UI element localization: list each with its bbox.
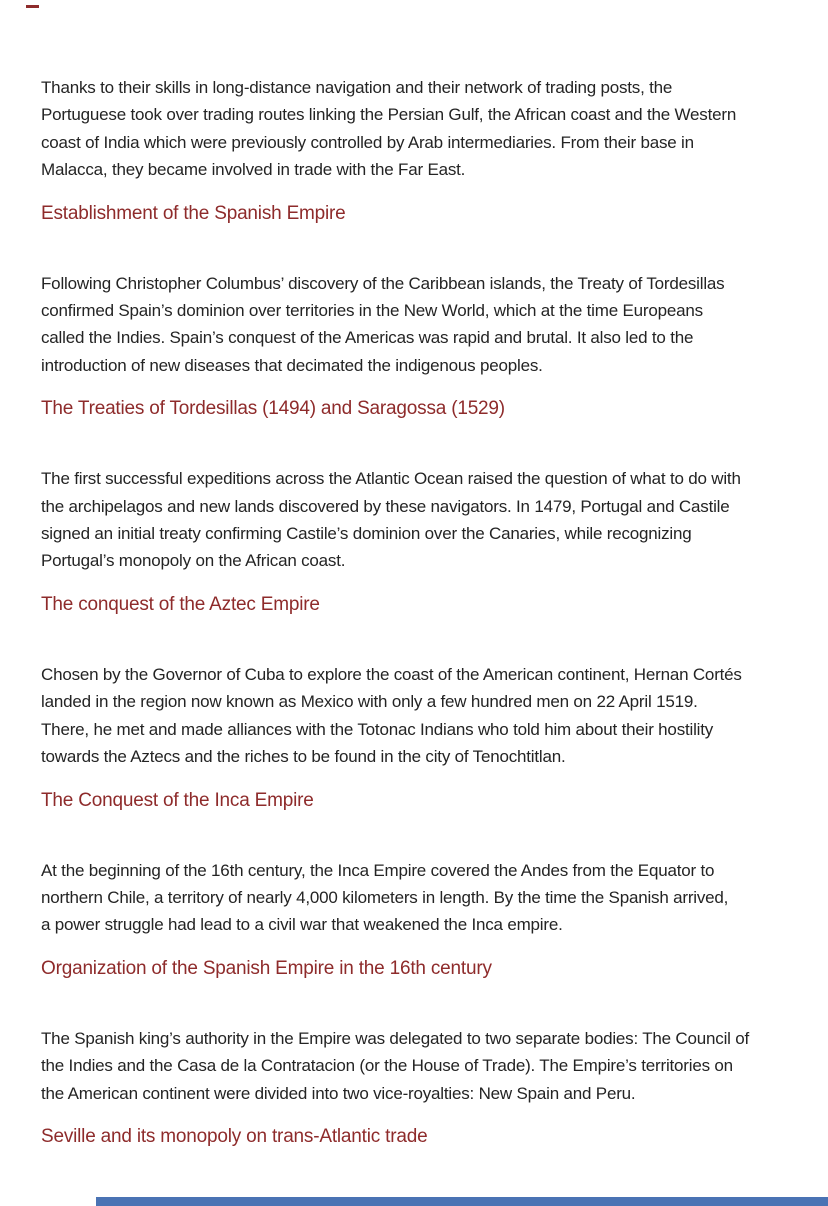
paragraph-line: Thanks to their skills in long-distance navigation and their network of trading posts, the [41,78,673,97]
content-section [41,74,808,226]
paragraph-line: towards the Aztecs and the riches to be found in the city of Tenochtitlan. [41,747,566,767]
paragraph-line: Portugal’s monopoly on the African coast. [41,551,346,571]
paragraph-line: coast of India which were previously controlled by Arab intermediaries. From their base in [41,132,694,152]
content-section [41,270,808,422]
document-content [41,0,808,1193]
section-heading: The Conquest of the Inca Empire [41,789,314,811]
paragraph-line: The first successful expeditions across the Atlantic Ocean raised the question of what to do with [41,469,741,489]
paragraph-line: Chosen by the Governor of Cuba to explore the coast of the American continent, Hernan Cortés [41,664,742,684]
paragraph-line: Portuguese took over trading routes linking the Persian Gulf, the African coast and the Western [41,105,737,125]
paragraph [41,857,808,939]
paragraph-line: There, he met and made alliances with the Totonac Indians who told him about their hostility [41,719,714,739]
paragraph [41,661,808,771]
paragraph-line: introduction of new diseases that decimated the indigenous peoples. [41,355,543,375]
content-section [41,465,808,617]
paragraph-line: Malacca, they became involved in trade with the Far East. [41,160,466,180]
paragraph-line: called the Indies. Spain’s conquest of the Americas was rapid and brutal. It also led to the [41,328,694,348]
section-heading: The Treaties of Tordesillas (1494) and Saragossa (1529) [41,398,505,420]
section-heading: The conquest of the Aztec Empire [41,593,320,615]
paragraph [41,465,808,575]
paragraph-line: At the beginning of the 16th century, the Inca Empire covered the Andes from the Equator to [41,860,715,880]
content-section [41,1025,808,1149]
paragraph [41,1025,808,1107]
paragraph-line: northern Chile, a territory of nearly 4,000 kilometers in length. By the time the Spanish arrived, [41,887,729,907]
paragraph-line: landed in the region now known as Mexico with only a few hundred men on 22 April 1519. [41,692,698,712]
paragraph-line: the Indies and the Casa de la Contratacion (or the House of Trade). The Empire’s territories on [41,1056,733,1076]
bottom-partial-element [96,1197,828,1206]
paragraph [41,270,808,380]
paragraph [41,74,808,184]
content-section [41,857,808,981]
section-heading: Organization of the Spanish Empire in the 16th century [41,957,492,979]
red-dash-fragment [26,5,39,8]
paragraph-line: the archipelagos and new lands discovered by these navigators. In 1479, Portugal and Castile [41,496,730,516]
paragraph-line: confirmed Spain’s dominion over territories in the New World, which at the time Europeans [41,301,703,321]
section-heading: Seville and its monopoly on trans-Atlantic trade [41,1125,428,1147]
paragraph-line: The Spanish king’s authority in the Empire was delegated to two separate bodies: The Council of [41,1028,750,1048]
paragraph-line: a power struggle had lead to a civil war that weakened the Inca empire. [41,915,563,935]
paragraph-line: signed an initial treaty confirming Castile’s dominion over the Canaries, while recognizing [41,524,692,544]
content-section [41,661,808,813]
paragraph-line: Following Christopher Columbus’ discovery of the Caribbean islands, the Treaty of Tordesillas [41,273,725,293]
paragraph-line: the American continent were divided into two vice-royalties: New Spain and Peru. [41,1083,636,1103]
section-heading: Establishment of the Spanish Empire [41,202,346,224]
